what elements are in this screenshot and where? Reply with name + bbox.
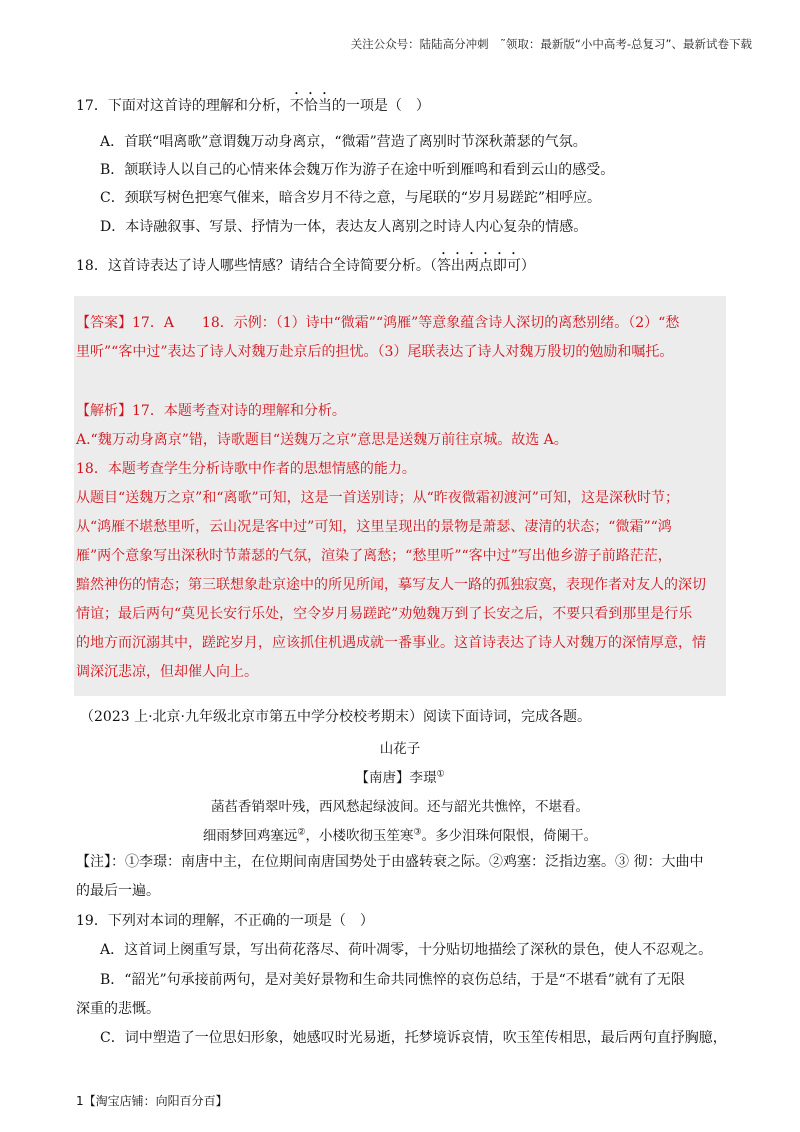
poem-line-2 — [0, 824, 800, 844]
analysis-line-9: 的地方而沉溺其中，蹉跎岁月，应该抓住机遇成就一番事业。这首诗表达了诗人对魏万的深情厚意，情 — [76, 635, 706, 651]
poem-line-2c: 。多少泪珠何限恨，倚阑干。 — [421, 828, 598, 844]
page-footer: 1【淘宝店铺：向阳百分百】 — [76, 1094, 228, 1108]
answer-line-1: 【答案】17．A 18．示例：（1）诗中“微霜”“鸿雁”等意象蕴含诗人深切的离愁别绪。（2）“愁 — [76, 315, 680, 331]
q19-option-c: C．词中塑造了一位思妇形象，她感叹时光易逝，托梦境诉哀情，吹玉笙传相思，最后两句直抒胸臆， — [100, 1030, 727, 1046]
notes-line-1: 【注】：①李璟：南唐中主，在位期间南唐国势处于由盛转衰之际。②鸡塞：泛指边塞。③ 彻：大曲中 — [76, 854, 704, 870]
poem-note-3-marker: ③ — [413, 827, 422, 838]
poem-line-1: 菡萏香销翠叶残，西风愁起绿波间。还与韶光共憔悴，不堪看。 — [211, 799, 589, 815]
q17-stem-pre: 17．下面对这首诗的理解和分析， — [76, 98, 290, 114]
poem-author — [0, 766, 800, 786]
poem-note-2-marker: ② — [297, 827, 306, 838]
question-19-stem: 19．下列对本词的理解，不正确的一项是（ ） — [76, 913, 374, 929]
notes-line-2: 的最后一遍。 — [76, 883, 160, 899]
q17-option-c: C．颈联写树色把寒气催来，暗含岁月不待之意，与尾联的“岁月易蹉跎”相呼应。 — [100, 190, 602, 206]
q19-option-b-cont: 深重的悲慨。 — [76, 1001, 160, 1017]
analysis-line-3: 18．本题考查学生分析诗歌中作者的思想情感的能力。 — [76, 461, 416, 477]
poem-author-text: 【南唐】李璟 — [355, 770, 437, 786]
poem-line-2a: 细雨梦回鸡塞远 — [202, 828, 298, 844]
analysis-line-10: 调深沉悲凉，但却催人向上。 — [76, 664, 258, 680]
question-18-stem — [76, 250, 535, 276]
analysis-line-8: 情谊；最后两句“莫见长安行乐处，空令岁月易蹉跎”劝勉魏万到了长安之后，不要只看到那里是行乐 — [76, 606, 693, 622]
q19-option-b: B．“韶光”句承接前两句，是对美好景物和生命共同憔悴的哀伤总结，于是“不堪看”就有了无限 — [100, 972, 685, 988]
q18-stem-pre: 18．这首诗表达了诗人哪些情感？请结合全诗简要分析。（ — [76, 258, 437, 274]
page-header: 关注公众号：陆陆高分冲刺 ˜领取：最新版“小中高考-总复习”、最新试卷下载 — [350, 37, 752, 51]
q18-emphasis: 答出两点即可 — [436, 258, 521, 274]
question-17-stem — [76, 90, 430, 116]
answer-line-2: 里听”“客中过”表达了诗人对魏万赴京后的担忧。（3）尾联表达了诗人对魏万殷切的勉励和嘱托。 — [76, 344, 674, 360]
poem-line-2b: ，小楼吹彻玉笙寒 — [305, 828, 414, 844]
q19-option-a: A．这首词上阕重写景，写出荷花落尽、荷叶凋零，十分贴切地描绘了深秋的景色，使人不忍观之。 — [100, 942, 713, 958]
q17-option-a: A．首联“唱离歌”意谓魏万动身离京，“微霜”营造了离别时节深秋萧瑟的气氛。 — [100, 134, 587, 150]
poem-title: 山花子 — [379, 741, 421, 757]
analysis-line-7: 黯然神伤的情态；第三联想象赴京途中的所见所闻，摹写友人一路的孤独寂寞，表现作者对友人的深切 — [76, 577, 706, 593]
poem-author-note: ① — [436, 769, 445, 780]
analysis-line-1: 【解析】17．本题考查对诗的理解和分析。 — [76, 403, 346, 419]
q17-stem-post: 的一项是（ ） — [331, 98, 430, 114]
source-instruction: （2023 上·北京·九年级北京市第五中学分校校考期末）阅读下面诗词，完成各题。 — [80, 709, 591, 725]
q17-option-d: D．本诗融叙事、写景、抒情为一体，表达友人离别之时诗人内心复杂的情感。 — [100, 219, 588, 235]
analysis-line-4: 从题目“送魏万之京”和“离歌”可知，这是一首送别诗；从“昨夜微霜初渡河”可知，这是深秋时节； — [76, 490, 679, 506]
q17-emphasis: 不恰当 — [289, 98, 332, 114]
analysis-line-6: 雁”两个意象写出深秋时节萧瑟的气氛，渲染了离愁；“愁里听”“客中过”写出他乡游子前路茫茫， — [76, 548, 672, 564]
q17-option-b: B．颔联诗人以自己的心情来体会魏万作为游子在途中听到雁鸣和看到云山的感受。 — [100, 162, 615, 178]
q18-stem-post: ） — [520, 258, 535, 274]
analysis-line-2: A.“魏万动身离京”错，诗歌题目“送魏万之京”意思是送魏万前往京城。故选 A。 — [76, 432, 568, 448]
analysis-line-5: 从“鸿雁不堪愁里听，云山况是客中过”可知，这里呈现出的景物是萧瑟、凄清的状态；“微霜”“鸿 — [76, 519, 672, 535]
